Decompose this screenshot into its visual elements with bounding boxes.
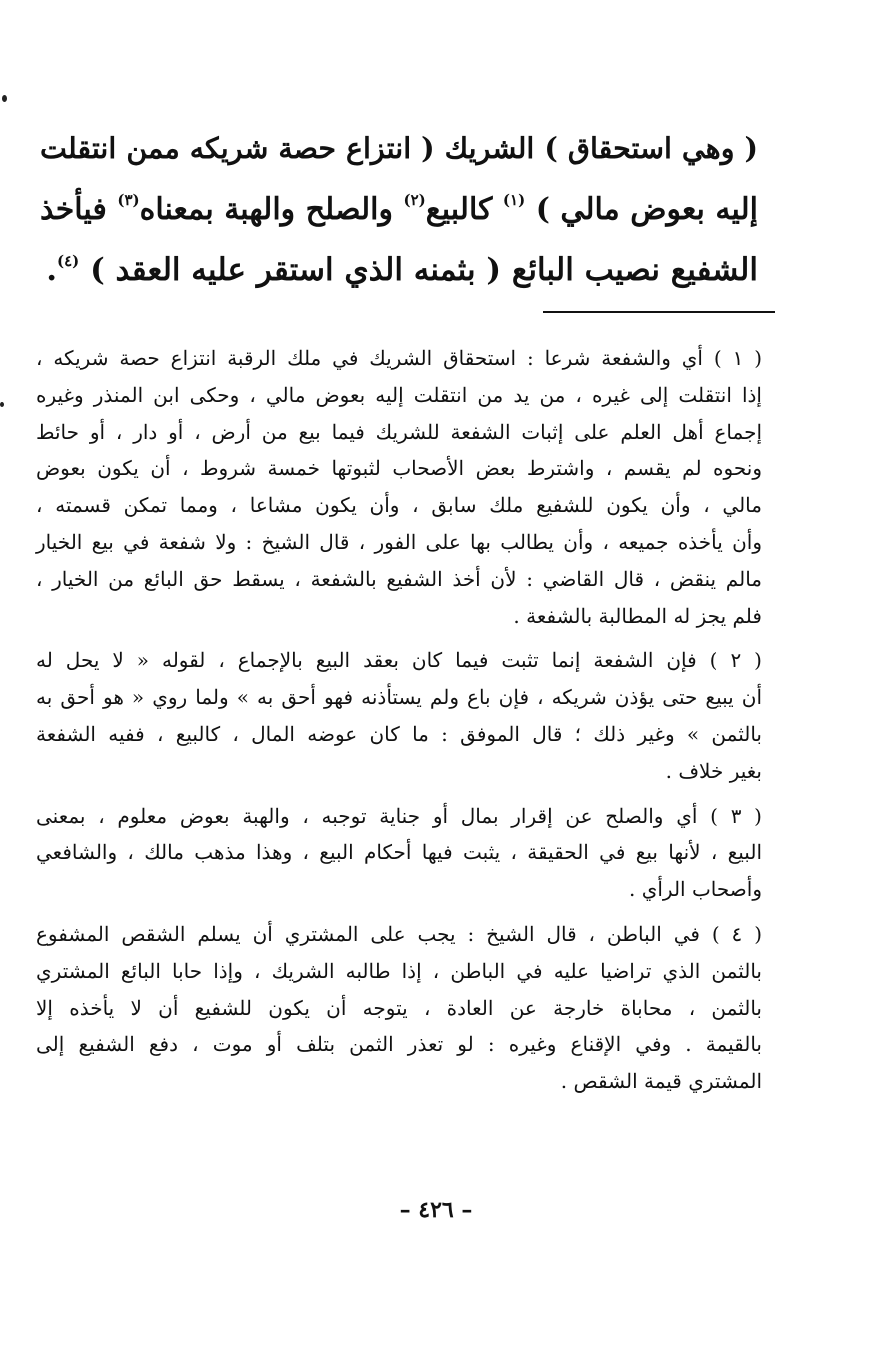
footnote-line: بالثمن » وغير ذلك ؛ قال الموفق : ما كان عوضه المال ، كالبيع ، ففيه الشفعة — [36, 721, 762, 746]
footnote-line: ( ٢ ) فإن الشفعة إنما تثبت فيما كان بعقد البيع بالإجماع ، لقوله « لا يحل له — [36, 648, 762, 673]
footnote-separator — [543, 311, 775, 313]
page-number: – ٤٢٦ – — [399, 1197, 473, 1223]
main-line: ( وهي استحقاق ) الشريك ( انتزاع حصة شريكه ممن انتقلت — [40, 131, 758, 165]
footnote-2 — [36, 642, 762, 789]
scan-speck — [0, 402, 4, 407]
main-line: الشفيع نصيب البائع ( بثمنه الذي استقر عليه العقد ) $^{(٤)}$. — [46, 252, 758, 288]
footnote-line: ( ٤ ) في الباطن ، قال الشيخ : يجب على المشتري أن يسلم الشقص المشفوع — [36, 921, 762, 946]
footnotes — [36, 340, 762, 1108]
footnote-line: وأن يأخذه جميعه ، وأن يطالب بها على الفور ، قال الشيخ : ولا شفعة في بيع الخيار — [36, 529, 762, 554]
footnote-line: ونحوه لم يقسم ، واشترط بعض الأصحاب لثبوتها خمسة شروط ، أن يكون بعوض — [36, 456, 762, 481]
footnote-line: مالي ، وأن يكون للشفيع ملك سابق ، وأن يكون مشاعا ، ومما تمكن قسمته ، — [36, 493, 762, 518]
footnote-line: أن يبيع حتى يؤذن شريكه ، فإن باع ولم يستأذنه فهو أحق به » ولما روي « هو أحق به — [36, 685, 762, 710]
footnote-ref: (٤) — [57, 252, 80, 270]
footnote-line: إجماع أهل العلم على إثبات الشفعة للشريك فيما بيع من أرض ، أو دار ، أو حائط — [36, 419, 762, 444]
footnote-line: البيع ، لأنها بيع في الحقيقة ، يثبت فيها أحكام البيع ، وهذا مذهب مالك ، والشافعي — [36, 840, 762, 865]
footnote-line: إذا انتقلت إلى غيره ، من يد من انتقلت إليه بعوض مالي ، وحكى ابن المنذر وغيره — [36, 382, 762, 407]
footnote-line: بغير خلاف . — [665, 758, 762, 783]
footnote-line: المشتري قيمة الشقص . — [560, 1069, 762, 1094]
footnote-line: بالثمن الذي تراضيا عليه في الباطن ، إذا طالبه الشريك ، وإذا حابا البائع المشتري — [36, 958, 762, 983]
footnote-4 — [36, 916, 762, 1100]
footnote-ref: (٢) — [403, 191, 426, 209]
footnote-line: بالثمن ، محاباة خارجة عن العادة ، يتوجه أن يكون للشفيع أن لا يأخذه إلا — [36, 995, 762, 1020]
footnote-line: وأصحاب الرأي . — [629, 877, 762, 902]
footnote-line: مالم ينقض ، قال القاضي : لأن أخذ الشفيع بالشفعة ، يسقط حق البائع من الخيار ، — [36, 566, 762, 591]
footnote-ref: (١) — [502, 191, 526, 209]
scan-speck — [2, 95, 7, 102]
main-text — [40, 118, 758, 301]
main-line: إليه بعوض مالي ) $^{(١)}$ كالبيع$^{(٢)}$ والصلح والهبة بمعناه$^{(٣)}$ فيأخذ — [40, 191, 758, 227]
footnote-1 — [36, 340, 762, 634]
footnote-ref: (٣) — [117, 191, 140, 209]
footnote-3 — [36, 798, 762, 908]
footnote-line: ( ٣ ) أي والصلح عن إقرار بمال أو جناية توجبه ، والهبة بعوض معلوم ، بمعنى — [36, 803, 762, 828]
footnote-line: ( ١ ) أي والشفعة شرعا : استحقاق الشريك في ملك الرقبة انتزاع حصة شريكه ، — [36, 346, 762, 370]
footnote-line: فلم يجز له المطالبة بالشفعة . — [513, 603, 762, 628]
footnote-line: بالقيمة . وفي الإقناع وغيره : لو تعذر الثمن بتلف أو موت ، دفع الشفيع إلى — [36, 1032, 762, 1057]
